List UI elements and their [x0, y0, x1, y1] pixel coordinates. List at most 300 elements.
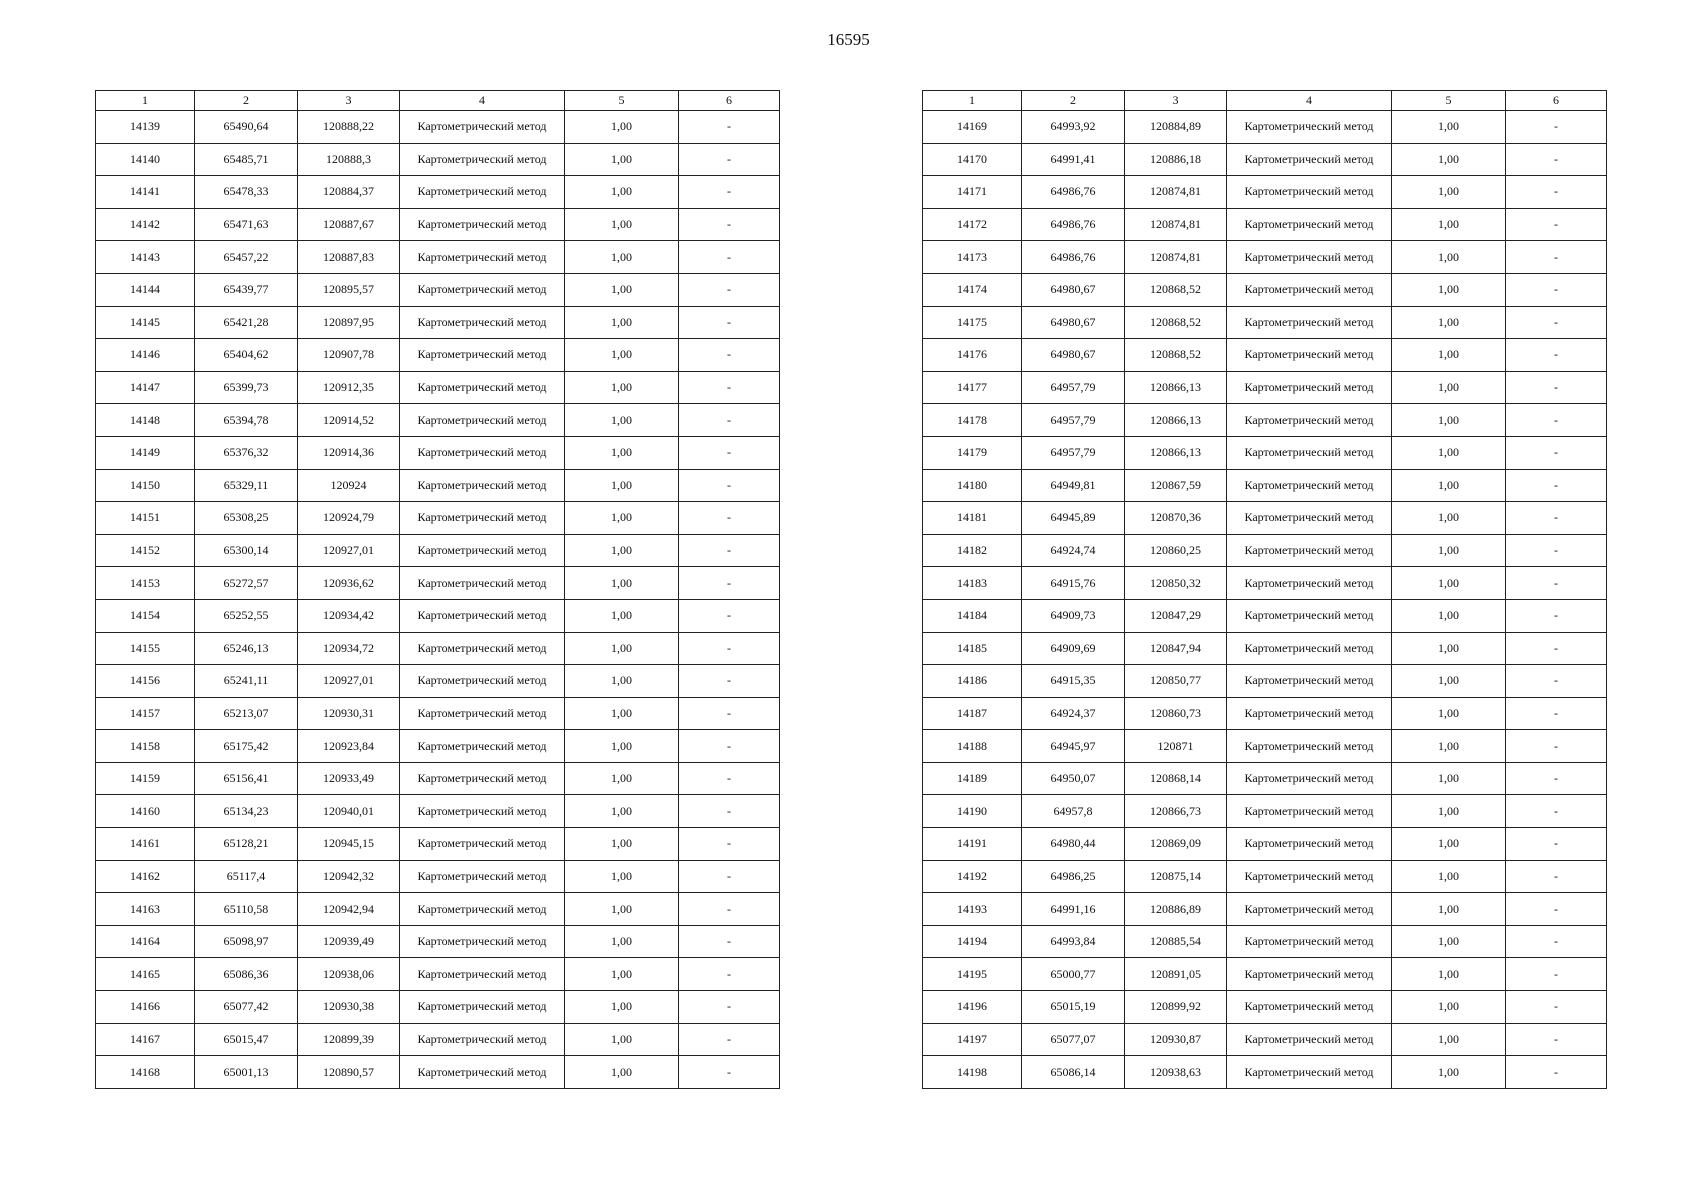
table-cell: 14162 — [96, 860, 195, 893]
table-cell: 120888,3 — [298, 143, 400, 176]
table-cell: Картометрический метод — [1227, 502, 1392, 535]
table-cell: 120847,29 — [1125, 599, 1227, 632]
table-cell: - — [679, 339, 780, 372]
table-cell: 64957,79 — [1022, 436, 1125, 469]
table-cell: 14194 — [923, 925, 1022, 958]
table-row — [96, 567, 780, 600]
table-cell: - — [1506, 339, 1607, 372]
table-cell: 120886,18 — [1125, 143, 1227, 176]
table-cell: 120945,15 — [298, 828, 400, 861]
table-cell: Картометрический метод — [1227, 860, 1392, 893]
table-cell: - — [679, 176, 780, 209]
table-cell: - — [1506, 404, 1607, 437]
table-cell: 120907,78 — [298, 339, 400, 372]
table-cell: 14185 — [923, 632, 1022, 665]
table-cell: 120875,14 — [1125, 860, 1227, 893]
table-cell: 1,00 — [1392, 665, 1506, 698]
table-cell: Картометрический метод — [400, 697, 565, 730]
table-cell: - — [679, 893, 780, 926]
table-cell: 120924,79 — [298, 502, 400, 535]
table-cell: 1,00 — [1392, 143, 1506, 176]
table-cell: 120930,38 — [298, 991, 400, 1024]
table-cell: 65098,97 — [195, 925, 298, 958]
table-cell: 14147 — [96, 371, 195, 404]
table-row — [923, 599, 1607, 632]
table-cell: 120874,81 — [1125, 208, 1227, 241]
table-cell: - — [1506, 371, 1607, 404]
table-cell: - — [1506, 436, 1607, 469]
table-cell: 14178 — [923, 404, 1022, 437]
table-cell: 1,00 — [565, 567, 679, 600]
table-cell: - — [679, 795, 780, 828]
table-cell: - — [679, 991, 780, 1024]
table-cell: 14197 — [923, 1023, 1022, 1056]
table-cell: 120850,77 — [1125, 665, 1227, 698]
table-cell: - — [1506, 599, 1607, 632]
table-cell: 65175,42 — [195, 730, 298, 763]
table-cell: 65134,23 — [195, 795, 298, 828]
table-cell: 14182 — [923, 534, 1022, 567]
table-cell: 1,00 — [1392, 534, 1506, 567]
table-cell: - — [679, 860, 780, 893]
table-cell: 64980,67 — [1022, 339, 1125, 372]
table-cell: 120942,32 — [298, 860, 400, 893]
table-cell: 120914,36 — [298, 436, 400, 469]
table-row — [923, 143, 1607, 176]
table-row — [96, 371, 780, 404]
table-row — [96, 1023, 780, 1056]
table-row — [923, 306, 1607, 339]
table-row — [923, 567, 1607, 600]
table-row — [96, 176, 780, 209]
table-cell: 64991,41 — [1022, 143, 1125, 176]
table-cell: 64986,76 — [1022, 176, 1125, 209]
table-cell: 1,00 — [1392, 371, 1506, 404]
table-row — [923, 991, 1607, 1024]
table-cell: 64957,8 — [1022, 795, 1125, 828]
table-cell: - — [679, 1023, 780, 1056]
table-header-row — [923, 91, 1607, 111]
table-cell: 120923,84 — [298, 730, 400, 763]
column-header: 2 — [195, 91, 298, 111]
table-cell: 65329,11 — [195, 469, 298, 502]
table-row — [96, 208, 780, 241]
column-header: 3 — [1125, 91, 1227, 111]
table-cell: 65471,63 — [195, 208, 298, 241]
table-cell: 14142 — [96, 208, 195, 241]
table-cell: 65300,14 — [195, 534, 298, 567]
table-row — [923, 111, 1607, 144]
table-cell: 65308,25 — [195, 502, 298, 535]
table-cell: 14183 — [923, 567, 1022, 600]
table-cell: 65404,62 — [195, 339, 298, 372]
table-cell: Картометрический метод — [1227, 730, 1392, 763]
table-cell: - — [1506, 273, 1607, 306]
table-cell: Картометрический метод — [1227, 567, 1392, 600]
table-cell: - — [1506, 958, 1607, 991]
table-cell: 120924 — [298, 469, 400, 502]
table-cell: 120938,63 — [1125, 1056, 1227, 1089]
table-cell: 1,00 — [565, 273, 679, 306]
table-cell: Картометрический метод — [1227, 1023, 1392, 1056]
table-cell: 120868,14 — [1125, 762, 1227, 795]
table-cell: 120888,22 — [298, 111, 400, 144]
table-cell: - — [1506, 762, 1607, 795]
column-header: 2 — [1022, 91, 1125, 111]
table-cell: 14168 — [96, 1056, 195, 1089]
table-cell: 14146 — [96, 339, 195, 372]
table-cell: 1,00 — [1392, 404, 1506, 437]
table-cell: 120868,52 — [1125, 306, 1227, 339]
table-cell: 1,00 — [1392, 567, 1506, 600]
table-cell: Картометрический метод — [400, 241, 565, 274]
table-row — [96, 893, 780, 926]
column-header: 6 — [1506, 91, 1607, 111]
table-cell: Картометрический метод — [1227, 1056, 1392, 1089]
table-cell: Картометрический метод — [1227, 208, 1392, 241]
table-cell: 14175 — [923, 306, 1022, 339]
table-cell: 1,00 — [565, 208, 679, 241]
table-row — [96, 469, 780, 502]
table-row — [96, 958, 780, 991]
table-cell: 14172 — [923, 208, 1022, 241]
table-cell: 14154 — [96, 599, 195, 632]
table-cell: Картометрический метод — [1227, 697, 1392, 730]
table-cell: 1,00 — [565, 1023, 679, 1056]
table-row — [96, 143, 780, 176]
table-cell: 120847,94 — [1125, 632, 1227, 665]
table-cell: Картометрический метод — [400, 567, 565, 600]
table-row — [923, 958, 1607, 991]
table-row — [923, 1023, 1607, 1056]
table-cell: 1,00 — [1392, 208, 1506, 241]
table-cell: 120940,01 — [298, 795, 400, 828]
table-cell: Картометрический метод — [1227, 176, 1392, 209]
table-cell: Картометрический метод — [400, 176, 565, 209]
table-cell: 64993,84 — [1022, 925, 1125, 958]
table-row — [923, 697, 1607, 730]
table-cell: 14164 — [96, 925, 195, 958]
column-header: 5 — [1392, 91, 1506, 111]
table-cell: 1,00 — [1392, 176, 1506, 209]
table-cell: 14179 — [923, 436, 1022, 469]
table-row — [923, 176, 1607, 209]
table-cell: - — [1506, 111, 1607, 144]
table-cell: 14176 — [923, 339, 1022, 372]
table-cell: 64915,35 — [1022, 665, 1125, 698]
table-cell: 14187 — [923, 697, 1022, 730]
table-cell: 120874,81 — [1125, 176, 1227, 209]
table-cell: 65376,32 — [195, 436, 298, 469]
table-cell: Картометрический метод — [1227, 436, 1392, 469]
table-cell: 14195 — [923, 958, 1022, 991]
table-cell: 14143 — [96, 241, 195, 274]
table-cell: 1,00 — [565, 665, 679, 698]
table-cell: 65490,64 — [195, 111, 298, 144]
table-row — [923, 339, 1607, 372]
table-cell: Картометрический метод — [400, 273, 565, 306]
table-cell: 1,00 — [1392, 241, 1506, 274]
table-cell: - — [1506, 632, 1607, 665]
table-row — [923, 1056, 1607, 1089]
column-header: 3 — [298, 91, 400, 111]
table-cell: 65128,21 — [195, 828, 298, 861]
table-cell: 14186 — [923, 665, 1022, 698]
table-cell: 14191 — [923, 828, 1022, 861]
table-cell: 1,00 — [565, 534, 679, 567]
table-cell: - — [679, 273, 780, 306]
table-cell: 120899,92 — [1125, 991, 1227, 1024]
table-cell: Картометрический метод — [400, 436, 565, 469]
table-cell: 1,00 — [565, 436, 679, 469]
table-cell: 14156 — [96, 665, 195, 698]
table-row — [923, 730, 1607, 763]
table-cell: 120884,89 — [1125, 111, 1227, 144]
table-row — [923, 436, 1607, 469]
table-cell: 65252,55 — [195, 599, 298, 632]
table-cell: 64915,76 — [1022, 567, 1125, 600]
table-cell: 14160 — [96, 795, 195, 828]
table-cell: 1,00 — [1392, 828, 1506, 861]
table-cell: 1,00 — [1392, 1056, 1506, 1089]
table-cell: 120874,81 — [1125, 241, 1227, 274]
table-cell: 120895,57 — [298, 273, 400, 306]
table-cell: 64945,97 — [1022, 730, 1125, 763]
table-cell: 64909,73 — [1022, 599, 1125, 632]
column-header: 6 — [679, 91, 780, 111]
table-cell: Картометрический метод — [1227, 339, 1392, 372]
table-cell: 120930,31 — [298, 697, 400, 730]
table-cell: - — [1506, 469, 1607, 502]
table-cell: - — [679, 404, 780, 437]
table-cell: Картометрический метод — [400, 925, 565, 958]
table-cell: Картометрический метод — [400, 860, 565, 893]
table-cell: 120890,57 — [298, 1056, 400, 1089]
table-cell: 120870,36 — [1125, 502, 1227, 535]
table-cell: 14190 — [923, 795, 1022, 828]
table-cell: Картометрический метод — [1227, 534, 1392, 567]
table-row — [96, 1056, 780, 1089]
table-row — [96, 273, 780, 306]
table-cell: 1,00 — [1392, 860, 1506, 893]
table-cell: 120868,52 — [1125, 273, 1227, 306]
table-cell: - — [1506, 665, 1607, 698]
table-row — [96, 665, 780, 698]
table-cell: 1,00 — [565, 339, 679, 372]
table-cell: 64993,92 — [1022, 111, 1125, 144]
table-cell: 65399,73 — [195, 371, 298, 404]
table-cell: 120930,87 — [1125, 1023, 1227, 1056]
table-cell: - — [1506, 208, 1607, 241]
table-row — [923, 762, 1607, 795]
table-cell: 14184 — [923, 599, 1022, 632]
table-cell: 1,00 — [565, 991, 679, 1024]
table-cell: - — [1506, 893, 1607, 926]
table-cell: 14180 — [923, 469, 1022, 502]
table-cell: 1,00 — [1392, 436, 1506, 469]
table-cell: 65015,19 — [1022, 991, 1125, 1024]
table-cell: Картометрический метод — [400, 306, 565, 339]
table-cell: 120866,13 — [1125, 436, 1227, 469]
table-cell: - — [1506, 1023, 1607, 1056]
table-cell: 64909,69 — [1022, 632, 1125, 665]
table-cell: 65117,4 — [195, 860, 298, 893]
table-cell: 64980,67 — [1022, 273, 1125, 306]
table-cell: Картометрический метод — [400, 893, 565, 926]
table-cell: - — [1506, 241, 1607, 274]
table-cell: 1,00 — [1392, 306, 1506, 339]
table-cell: 120933,49 — [298, 762, 400, 795]
table-cell: 120938,06 — [298, 958, 400, 991]
table-cell: Картометрический метод — [400, 599, 565, 632]
table-cell: Картометрический метод — [400, 143, 565, 176]
table-cell: 65394,78 — [195, 404, 298, 437]
table-cell: 1,00 — [1392, 730, 1506, 763]
table-cell: Картометрический метод — [400, 1023, 565, 1056]
table-cell: - — [1506, 828, 1607, 861]
table-row — [923, 893, 1607, 926]
table-cell: 1,00 — [1392, 795, 1506, 828]
table-cell: 120887,83 — [298, 241, 400, 274]
table-cell: - — [679, 762, 780, 795]
table-cell: 1,00 — [1392, 599, 1506, 632]
table-cell: Картометрический метод — [1227, 632, 1392, 665]
coordinates-table-left — [95, 90, 780, 1089]
table-cell: - — [679, 925, 780, 958]
table-cell: - — [679, 697, 780, 730]
table-cell: - — [679, 502, 780, 535]
table-cell: 120860,73 — [1125, 697, 1227, 730]
table-cell: 14167 — [96, 1023, 195, 1056]
table-cell: Картометрический метод — [400, 502, 565, 535]
table-cell: - — [679, 208, 780, 241]
table-cell: 14163 — [96, 893, 195, 926]
table-cell: - — [1506, 306, 1607, 339]
table-cell: 14139 — [96, 111, 195, 144]
table-cell: 14148 — [96, 404, 195, 437]
table-cell: 65000,77 — [1022, 958, 1125, 991]
table-cell: 1,00 — [1392, 273, 1506, 306]
table-cell: 1,00 — [1392, 991, 1506, 1024]
table-row — [96, 860, 780, 893]
table-cell: 14196 — [923, 991, 1022, 1024]
table-cell: - — [1506, 860, 1607, 893]
table-cell: 65457,22 — [195, 241, 298, 274]
table-cell: - — [679, 828, 780, 861]
table-cell: Картометрический метод — [400, 632, 565, 665]
table-cell: 65421,28 — [195, 306, 298, 339]
table-cell: 1,00 — [1392, 469, 1506, 502]
table-cell: 1,00 — [565, 762, 679, 795]
table-cell: Картометрический метод — [1227, 371, 1392, 404]
table-cell: - — [679, 958, 780, 991]
table-cell: 65439,77 — [195, 273, 298, 306]
table-cell: Картометрический метод — [1227, 306, 1392, 339]
table-row — [96, 404, 780, 437]
table-cell: 120871 — [1125, 730, 1227, 763]
table-cell: 1,00 — [565, 828, 679, 861]
table-cell: 1,00 — [565, 404, 679, 437]
table-row — [923, 273, 1607, 306]
table-cell: 14169 — [923, 111, 1022, 144]
table-cell: - — [679, 436, 780, 469]
table-cell: Картометрический метод — [1227, 991, 1392, 1024]
table-cell: - — [679, 567, 780, 600]
table-cell: 65485,71 — [195, 143, 298, 176]
table-cell: Картометрический метод — [400, 665, 565, 698]
table-cell: 1,00 — [565, 371, 679, 404]
table-cell: 14144 — [96, 273, 195, 306]
table-cell: 14157 — [96, 697, 195, 730]
table-cell: 120927,01 — [298, 534, 400, 567]
table-cell: 64924,37 — [1022, 697, 1125, 730]
table-row — [96, 599, 780, 632]
table-cell: - — [679, 306, 780, 339]
table-cell: 120866,13 — [1125, 371, 1227, 404]
table-cell: 14141 — [96, 176, 195, 209]
table-cell: 64980,67 — [1022, 306, 1125, 339]
table-row — [96, 436, 780, 469]
table-cell: 65241,11 — [195, 665, 298, 698]
table-header-row — [96, 91, 780, 111]
table-cell: 14140 — [96, 143, 195, 176]
table-cell: 64924,74 — [1022, 534, 1125, 567]
table-cell: 64957,79 — [1022, 404, 1125, 437]
table-cell: 120942,94 — [298, 893, 400, 926]
table-cell: 120850,32 — [1125, 567, 1227, 600]
column-header: 5 — [565, 91, 679, 111]
table-cell: 14153 — [96, 567, 195, 600]
table-cell: 14177 — [923, 371, 1022, 404]
table-cell: 1,00 — [1392, 958, 1506, 991]
table-row — [923, 208, 1607, 241]
table-cell: 120887,67 — [298, 208, 400, 241]
table-cell: Картометрический метод — [1227, 925, 1392, 958]
table-cell: Картометрический метод — [1227, 762, 1392, 795]
table-cell: 65077,07 — [1022, 1023, 1125, 1056]
table-cell: Картометрический метод — [400, 111, 565, 144]
table-row — [96, 730, 780, 763]
table-cell: Картометрический метод — [400, 1056, 565, 1089]
table-cell: 1,00 — [565, 469, 679, 502]
column-header: 4 — [400, 91, 565, 111]
table-row — [96, 828, 780, 861]
table-cell: 1,00 — [565, 893, 679, 926]
table-cell: 14192 — [923, 860, 1022, 893]
table-cell: 1,00 — [1392, 925, 1506, 958]
table-cell: 14174 — [923, 273, 1022, 306]
table-row — [96, 697, 780, 730]
table-cell: 14188 — [923, 730, 1022, 763]
table-cell: 1,00 — [565, 599, 679, 632]
table-cell: Картометрический метод — [1227, 404, 1392, 437]
table-cell: 65246,13 — [195, 632, 298, 665]
table-cell: - — [1506, 1056, 1607, 1089]
table-cell: 64950,07 — [1022, 762, 1125, 795]
table-row — [923, 860, 1607, 893]
table-cell: Картометрический метод — [400, 828, 565, 861]
table-row — [923, 665, 1607, 698]
table-cell: - — [679, 534, 780, 567]
table-cell: 1,00 — [565, 925, 679, 958]
table-cell: 1,00 — [1392, 632, 1506, 665]
table-cell: 64957,79 — [1022, 371, 1125, 404]
table-cell: Картометрический метод — [1227, 273, 1392, 306]
table-cell: Картометрический метод — [400, 371, 565, 404]
table-row — [96, 795, 780, 828]
table-cell: 1,00 — [565, 176, 679, 209]
table-cell: 1,00 — [565, 502, 679, 535]
